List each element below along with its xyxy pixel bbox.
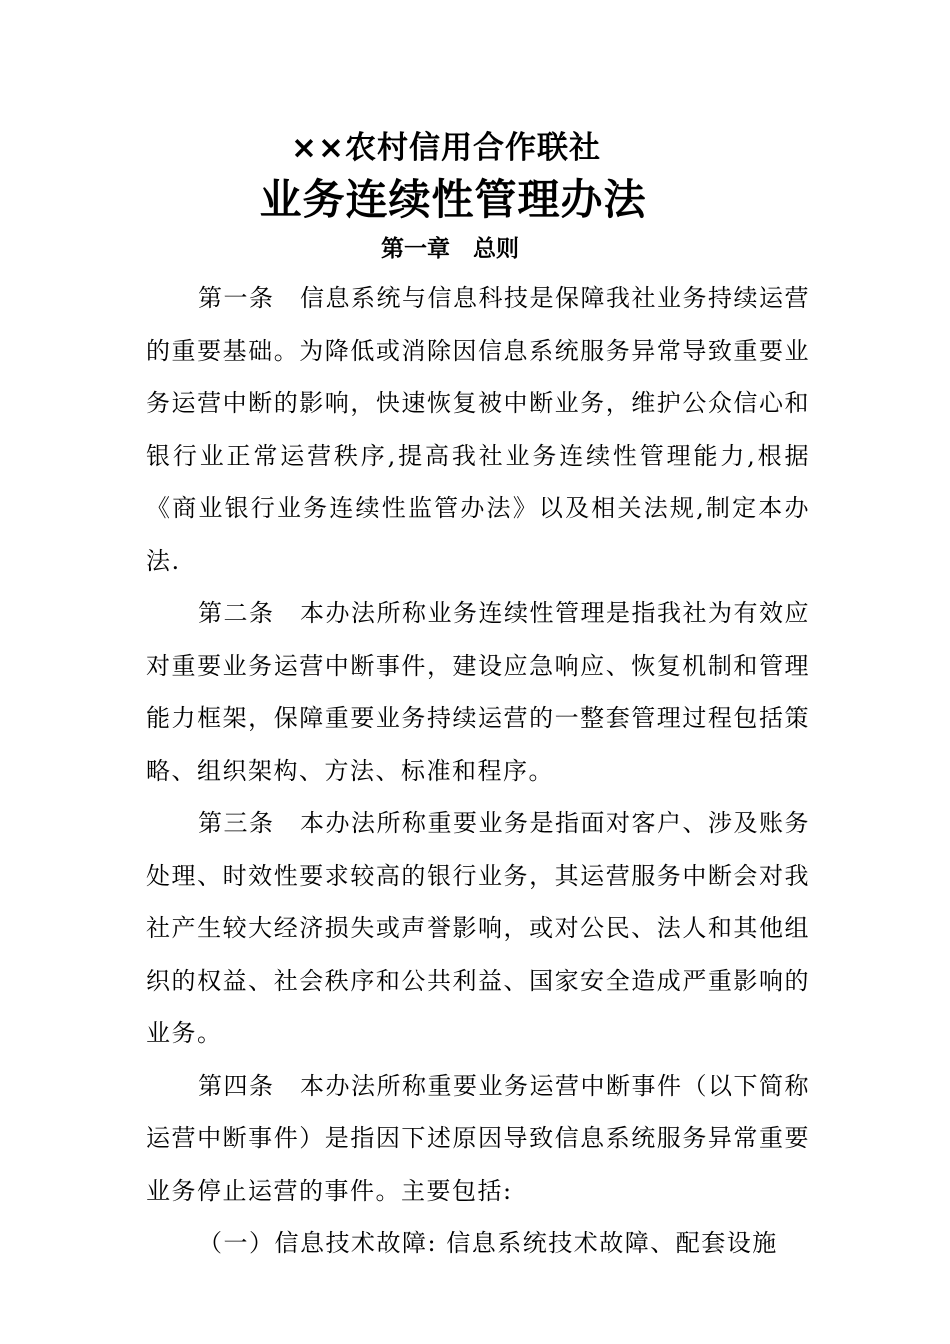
article-1-paragraph: 第一条 信息系统与信息科技是保障我社业务持续运营的重要基础。为降低或消除因信息系统服务异常导致重要业务运营中断的影响，快速恢复被中断业务，维护公众信心和银行业正常运营秩序,提高我社业务连续性管理能力,根据《商业银行业务连续性监管办法》以及相关法规,制定本办法. <box>146 284 810 575</box>
article-3-paragraph: 第三条 本办法所称重要业务是指面对客户、涉及账务处理、时效性要求较高的银行业务，其运营服务中断会对我社产生较大经济损失或声誉影响，或对公民、法人和其他组织的权益、社会秩序和公共利益、国家安全造成严重影响的业务。 <box>146 809 810 1047</box>
document-title: 业务连续性管理办法 <box>259 175 647 224</box>
article-4-item-1-paragraph: （一）信息技术故障: 信息系统技术故障、配套设施 <box>198 1229 778 1257</box>
article-2-paragraph: 第二条 本办法所称业务连续性管理是指我社为有效应对重要业务运营中断事件，建设应急响应、恢复机制和管理能力框架，保障重要业务持续运营的一整套管理过程包括策略、组织架构、方法、标准和程序。 <box>146 599 810 785</box>
article-4-paragraph: 第四条 本办法所称重要业务运营中断事件（以下简称运营中断事件）是指因下述原因导致信息系统服务异常重要业务停止运营的事件。主要包括: <box>146 1071 810 1205</box>
document-body <box>146 272 810 1270</box>
chapter-title: 第一章 总则 <box>381 235 519 262</box>
organization-title: ××农村信用合作联社 <box>291 130 601 166</box>
